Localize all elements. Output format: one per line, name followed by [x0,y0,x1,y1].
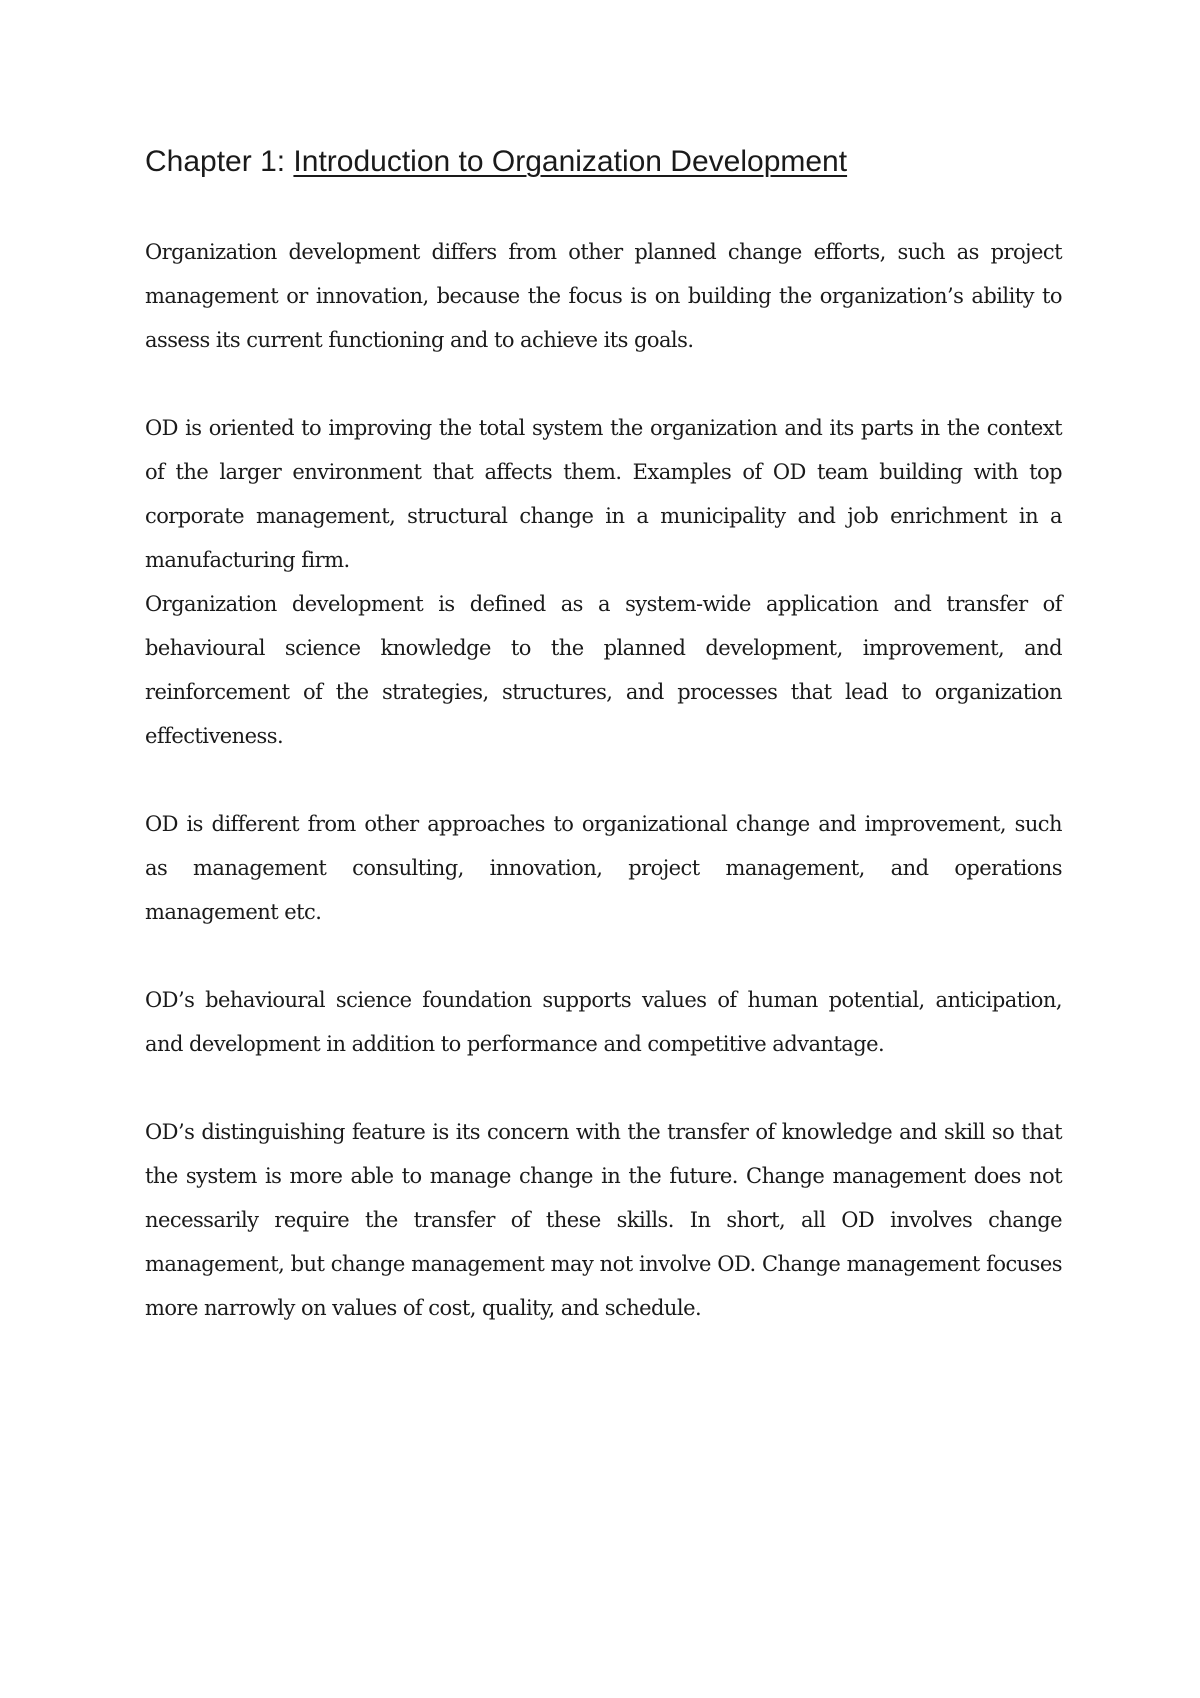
paragraph-5: OD’s behavioural science foundation supports values of human potential, anticipation, and development in addition to performance and competitive advantage. [145,988,1062,1056]
chapter-heading [145,140,1062,184]
paragraph-3: Organization development is defined as a system-wide application and transfer of behavioural science knowledge to the planned development, improvement, and reinforcement of the strategies, structures, and processes that lead to organization effectiveness. [145,592,1062,748]
paragraph-gap [145,362,1062,406]
paragraph-4: OD is different from other approaches to organizational change and improvement, such as management consulting, innovation, project management, and operations management etc. [145,812,1062,924]
chapter-title: Introduction to Organization Development [293,145,848,178]
chapter-label: Chapter 1: [145,145,294,178]
paragraph-1: Organization development differs from other planned change efforts, such as project management or innovation, because the focus is on building the organization’s ability to assess its current functioning and to achieve its goals. [145,240,1062,352]
document-body [145,140,1062,1330]
paragraph-2: OD is oriented to improving the total system the organization and its parts in the context of the larger environment that affects them. Examples of OD team building with top corporate management, structural change in a municipality and job enrichment in a manufacturing firm. [145,416,1062,572]
paragraph-gap [145,1066,1062,1110]
paragraph-gap [145,934,1062,978]
paragraph-6: OD’s distinguishing feature is its concern with the transfer of knowledge and skill so that the system is more able to manage change in the future. Change management does not necessarily require the transfer of these skills. In short, all OD involves change management, but change management may not involve OD. Change management focuses more narrowly on values of cost, quality, and schedule. [145,1120,1062,1320]
paragraph-gap [145,758,1062,802]
